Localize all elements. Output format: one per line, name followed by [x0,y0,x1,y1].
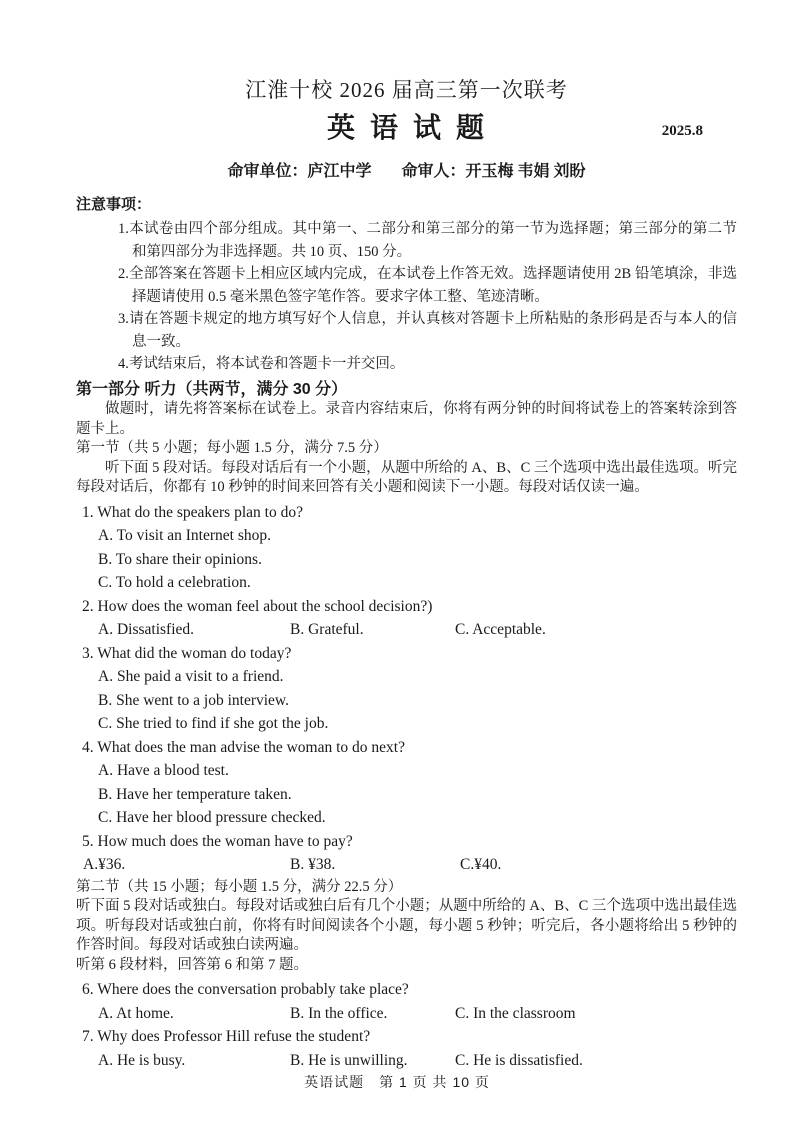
option-a: A. She paid a visit to a friend. [98,668,284,685]
option-a: A. Have a blood test. [98,762,229,779]
question-6 [76,981,737,1022]
subject-title-row [76,114,737,148]
setter-unit: 命审单位：庐江中学 [227,163,372,180]
option-a: A. To visit an Internet shop. [98,527,271,544]
question-text: 7. Why does Professor Hill refuse the student? [82,1028,371,1045]
question-text: 1. What do the speakers plan to do? [82,503,303,521]
question-4 [76,739,737,827]
notice-list [76,218,737,376]
options-row [98,1005,737,1023]
option-c: C.¥40. [460,856,502,873]
option-c: C. She tried to find if she got the job. [98,715,329,732]
notice-heading: 注意事项： [76,196,152,213]
section2-heading: 第二节（共 15 小题；每小题 1.5 分，满分 22.5 分） [76,878,403,895]
question-3 [76,645,737,733]
option-c: C. In the classroom [455,1004,576,1022]
option-b: B. In the office. [290,1004,388,1022]
exam-date: 2025.8 [661,123,703,139]
notice-item-1: 1.本试卷由四个部分组成。其中第一、二部分和第三部分的第一节为选择题；第三部分的第二节和第四部分为非选择题。共 10 页、150 分。 [118,221,737,260]
option-c: C. Have her blood pressure checked. [98,809,326,826]
options-row [83,856,737,874]
question-7 [76,1028,737,1069]
question-2 [76,598,737,639]
option-b: B. Grateful. [290,621,364,638]
question-text: 2. How does the woman feel about the school decision?) [82,597,433,615]
notice-item-3: 3.请在答题卡规定的地方填写好个人信息，并认真核对答题卡上所粘贴的条形码是否与本人的信息一致。 [118,311,737,350]
question-text: 3. What did the woman do today? [82,644,292,662]
option-c: C. He is dissatisfied. [455,1051,583,1069]
notice-item-4: 4.考试结束后，将本试卷和答题卡一并交回。 [118,356,405,372]
options-row [98,1052,737,1070]
option-b: B. He is unwilling. [290,1051,408,1069]
question-5 [76,833,737,874]
section1-heading: 第一节（共 5 小题；每小题 1.5 分，满分 7.5 分） [76,440,388,456]
exam-title: 江淮十校 2026 届高三第一次联考 [245,78,568,102]
question-1 [76,504,737,592]
option-b: B. To share their opinions. [98,550,262,568]
option-a: A. He is busy. [98,1051,186,1069]
option-b: B. Have her temperature taken. [98,785,292,803]
section2-material-note: 听第 6 段材料，回答第 6 和第 7 题。 [76,956,308,973]
setter-line [76,162,737,181]
option-b: B. She went to a job interview. [98,691,289,709]
part1-heading: 第一部分 听力（共两节，满分 30 分） [76,380,348,398]
options-row [98,621,737,639]
notice-item-2: 2.全部答案在答题卡上相应区域内完成，在本试卷上作答无效。选择题请使用 2B 铅笔填涂，非选择题请使用 0.5 毫米黑色签字笔作答。要求字体工整、笔迹清晰。 [118,266,737,305]
option-b: B. ¥38. [290,856,336,873]
setter-people: 命审人：开玉梅 韦娟 刘盼 [401,163,586,180]
option-a: A. Dissatisfied. [98,621,195,638]
page-footer: 英语试题 第 1 页 共 10 页 [304,1074,490,1090]
subject-title: 英 语 试 题 [326,113,486,144]
option-c: C. To hold a celebration. [98,574,251,591]
question-text: 6. Where does the conversation probably take place? [82,981,409,998]
section1-instructions: 听下面 5 段对话。每段对话后有一个小题，从题中所给的 A、B、C 三个选项中选出最佳选项。听完每段对话后，你都有 10 秒钟的时间来回答有关小题和阅读下一小题。每段对话仅读一遍。 [76,459,737,495]
question-text: 5. How much does the woman have to pay? [82,832,353,850]
part1-intro: 做题时，请先将答案标在试卷上。录音内容结束后，你将有两分钟的时间将试卷上的答案转涂到答题卡上。 [76,401,737,437]
section2-instructions: 听下面 5 段对话或独白。每段对话或独白后有几个小题；从题中所给的 A、B、C 三个选项中选出最佳选项。听每段对话或独白前，你将有时间阅读各个小题，每小题 5 秒钟；听完后，各小题将给出 5 秒钟的作答时间。每段对话或独白读两遍。 [76,898,737,953]
option-a: A.¥36. [83,856,126,873]
option-c: C. Acceptable. [455,621,546,638]
option-a: A. At home. [98,1004,174,1022]
question-text: 4. What does the man advise the woman to do next? [82,738,405,756]
